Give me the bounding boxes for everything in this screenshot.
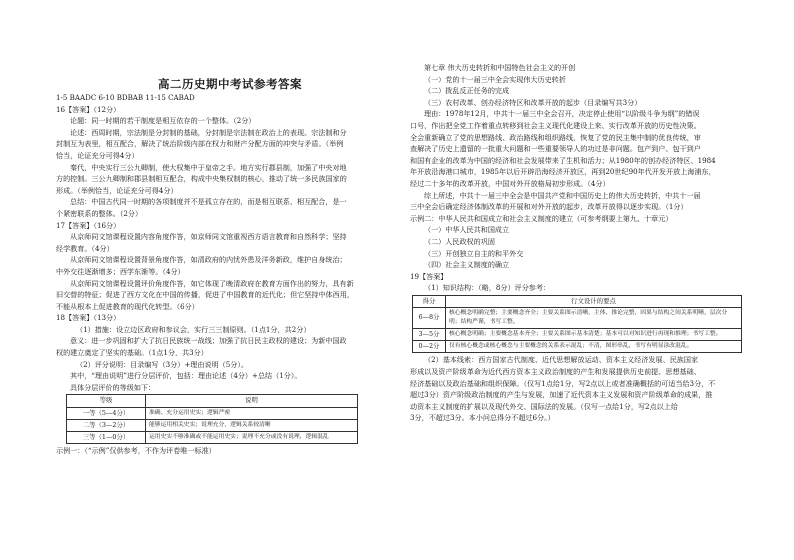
score-description: 核心概念明确完整；主要概念齐全；主要关系图示清晰，主体、推论完整，因果与结构之间关系明晰，层次分明；结构严谨，书写工整。 — [446, 308, 742, 329]
reason-line: （三）开创独立自主的和平外交 — [424, 248, 524, 258]
left-column — [56, 62, 396, 457]
score-range: 0—2分 — [413, 341, 446, 353]
table-header-cell: 行文设计的要点 — [446, 295, 742, 307]
example-note: 示例一：（“示例”仅供参考，不作为评卷唯一标准） — [56, 446, 216, 456]
score-range: 3—5分 — [413, 329, 446, 341]
q16-line: 秦代，中央实行三公九卿制，使大权集中于皇帝之手。地方实行郡县制，加强了中央对地 — [70, 162, 347, 172]
q17-line: 经学教育。（4分） — [56, 243, 114, 253]
mc-answers: 1-5 BAADC 6-10 BDBAB 11-15 CABAD — [56, 93, 195, 102]
outline-item: （一）党的十一届三中全会实现伟大历史转折 — [424, 74, 566, 84]
table-header-row — [67, 395, 358, 407]
q16-line: 恰当，论证充分可得4分） — [56, 150, 139, 160]
grade-description: 运用史实不够准确或不能运用史实；说理不充分或没有说理，逻辑混乱 — [146, 432, 358, 444]
reason-line: 年开放沿海港口城市，1985年以后开辟沿海经济开放区，再到20世纪90年代开发开放上海浦东， — [410, 167, 716, 177]
outline-item: （三）农村改革、创办经济特区和改革开放的起步（目录编写共3分） — [424, 97, 642, 107]
q18-line: 具体分层评价的等级如下： — [70, 382, 156, 392]
grade-level: 一等（5—4分） — [67, 407, 146, 419]
table-header-cell: 得分 — [413, 295, 446, 307]
reason-line: 三中全会后确定经济体制改革的开展和对外开放的起步，改革开放得以逐步实现。（1分） — [410, 202, 688, 212]
reason-line: 示例二：中华人民共和国成立和社会主义制度的建立（可参考纲要上第九、十章元） — [410, 213, 673, 223]
q16-header: 16【答案】（12分） — [56, 104, 121, 114]
reason-line: 经过二十多年的改革开放，中国对外开放格局初步形成。（4分） — [410, 178, 610, 188]
q16-line: 形成。（举例恰当，论证充分可得4分） — [56, 185, 178, 195]
page-title: 高二历史期中考试参考答案 — [158, 77, 302, 91]
q18-line: 意义：进一步巩固和扩大了抗日民族统一战线；加强了抗日民主政权的建设；为新中国政 — [70, 336, 347, 346]
table-row — [67, 432, 358, 444]
score-range: 6—8分 — [413, 308, 446, 329]
table-row — [67, 419, 358, 431]
q18-line: 其中，“理由说明”进行分层评价，包括：理由论述（4分）+总结（1分）。 — [70, 371, 302, 381]
q16-line: 个紧密联系的整体。（2分） — [56, 208, 143, 218]
q18-line: （1）措施：设立边区政府和参议会，实行三三制原则。（1点1分，共2分） — [76, 324, 311, 334]
q16-line: 方的控制。三公九卿制和郡县制相互配合，构成中央集权制的核心，推动了统一多民族国家的 — [56, 174, 347, 184]
q17-line: 从京师同文馆课程设置评价角度作答，如它体现了晚清政府在教育方面作出的努力，具有新 — [70, 278, 354, 288]
q18-line: （2）评分说明：目录编写（3分）+理由说明（5分）。 — [76, 359, 248, 369]
table-row — [413, 308, 742, 329]
table-row — [67, 407, 358, 419]
grade-description: 准确、充分运用史实；逻辑严密 — [146, 407, 358, 419]
q17-line: 从京师同文馆课程设置内容角度作答，如京师同文馆重视西方语言教育和自然科学；坚持 — [70, 232, 347, 242]
q19-2-line: （2）基本线索：西方国家古代制度、近代思想解放运动、资本主义经济发展、民族国家 — [424, 355, 699, 365]
score-description: 仅有核心概念或核心概念与主要概念的关系表示混乱；不清，图形串乱，书写有明显涂改混乱。 — [446, 341, 742, 353]
q18-line: 权的建立奠定了坚实的基础。（1点1分，共3分） — [56, 348, 208, 358]
table-header-cell: 等级 — [67, 395, 146, 407]
q17-line: 旧交替的特征；促进了西方文化在中国的传播，促进了中国教育的近代化；但它坚持中体西用， — [56, 290, 354, 300]
q19-2-line: 形成以及资产阶级革命为近代西方资本主义政治制度的产生和发展提供历史前提、思想基础、 — [410, 367, 701, 377]
right-column — [410, 62, 750, 424]
reason-line: 口号，作出把全党工作着重点转移到社会主义现代化建设上来、实行改革开放的历史性决策。 — [410, 120, 701, 130]
outline-item: 第七章 伟大历史转折和中国特色社会主义的开创 — [424, 63, 576, 72]
q17-line: 中外交往逐渐增多；西学东渐等。（4分） — [56, 266, 185, 276]
q18-header: 18【答案】（13分） — [56, 313, 121, 323]
score-description: 核心概念明确；主要概念基本齐全；主要关系图示基本清楚；基本可以对知识进行再现和推理；书写工整。 — [446, 329, 742, 341]
reason-line: （二）人民政权的巩固 — [424, 236, 495, 246]
table-row — [413, 341, 742, 353]
table-header-cell: 说明 — [146, 395, 358, 407]
table-header-row — [413, 295, 742, 307]
q19-2-line: 动资本主义制度的扩展以及现代外交、国际法的发展。（仅写一点给1分，写2点以上给 — [410, 401, 678, 411]
reason-line: 理由：1978年12月，中共十一届三中全会召开，决定停止使用“以阶级斗争为纲”的错误 — [424, 109, 700, 119]
reason-line: 综上所述，中共十一届三中全会是中国共产党和中国历史上的伟大历史转折，中共十一届 — [424, 190, 701, 200]
q16-line: 封制互为表里，相互配合，解决了统治阶级内部在权力和财产分配方面的冲突与矛盾。（举例 — [56, 139, 344, 149]
q17-line: 不能从根本上促进教育的现代化转型。（6分） — [56, 301, 199, 311]
scoring-table — [412, 295, 742, 354]
q17-line: 从京师同文馆课程设置背景角度作答，如清政府的内忧外患及洋务新政，维护自身统治； — [70, 255, 347, 265]
q19-header: 19【答案】 — [410, 271, 448, 281]
q16-line: 论述：西周时期，宗法制是分封制的基础，分封制是宗法制在政治上的表现。宗法制和分 — [70, 127, 347, 137]
reason-line: 和国有企业的改革为中国的经济和社会发展带来了生机和活力；从1980年的创办经济特区、1984 — [410, 155, 716, 165]
table-row — [413, 329, 742, 341]
grading-table — [66, 394, 358, 444]
q19-sub: （1）知识结构：（略，8分）评分参考： — [424, 283, 551, 293]
q19-2-line: 经济基础以及政治基础和组织保障。（仅写1点给1分，写2点以上或者准确概括的可适当给3分，不 — [410, 378, 716, 388]
grade-level: 二等（3—2分） — [67, 419, 146, 431]
grade-description: 能够运用相关史实；说理充分，逻辑关系较清晰 — [146, 419, 358, 431]
q17-header: 17【答案】（16分） — [56, 220, 121, 230]
q16-line: 总结：中国古代同一时期的各项制度并不是孤立存在的，而是相互联系、相互配合，是一 — [70, 197, 347, 207]
reason-line: 查解决了历史上遗留的一批重大问题和一些重要领导人的功过是非问题。包产到户、包干到户 — [410, 144, 701, 154]
grade-level: 三等（1—0分） — [67, 432, 146, 444]
q19-2-line: 超过3分）资产阶级政治制度的产生与发展，加速了近代资本主义发展和资产阶级革命的成果，推 — [410, 390, 713, 400]
q19-2-line: 3分，不超过3分。本小问总得分不超过6分。） — [410, 413, 555, 423]
reason-line: （一）中华人民共和国成立 — [424, 225, 510, 235]
q16-line: 论题：同一时期的若干制度是相互依存的一个整体。（2分） — [70, 116, 256, 126]
reason-line: （四）社会主义制度的确立 — [424, 260, 510, 270]
reason-line: 全会重新确立了党的思想路线、政治路线和组织路线，恢复了党的民主集中制的优良传统，审 — [410, 132, 701, 142]
outline-item: （二）拨乱反正任务的完成 — [424, 86, 510, 96]
